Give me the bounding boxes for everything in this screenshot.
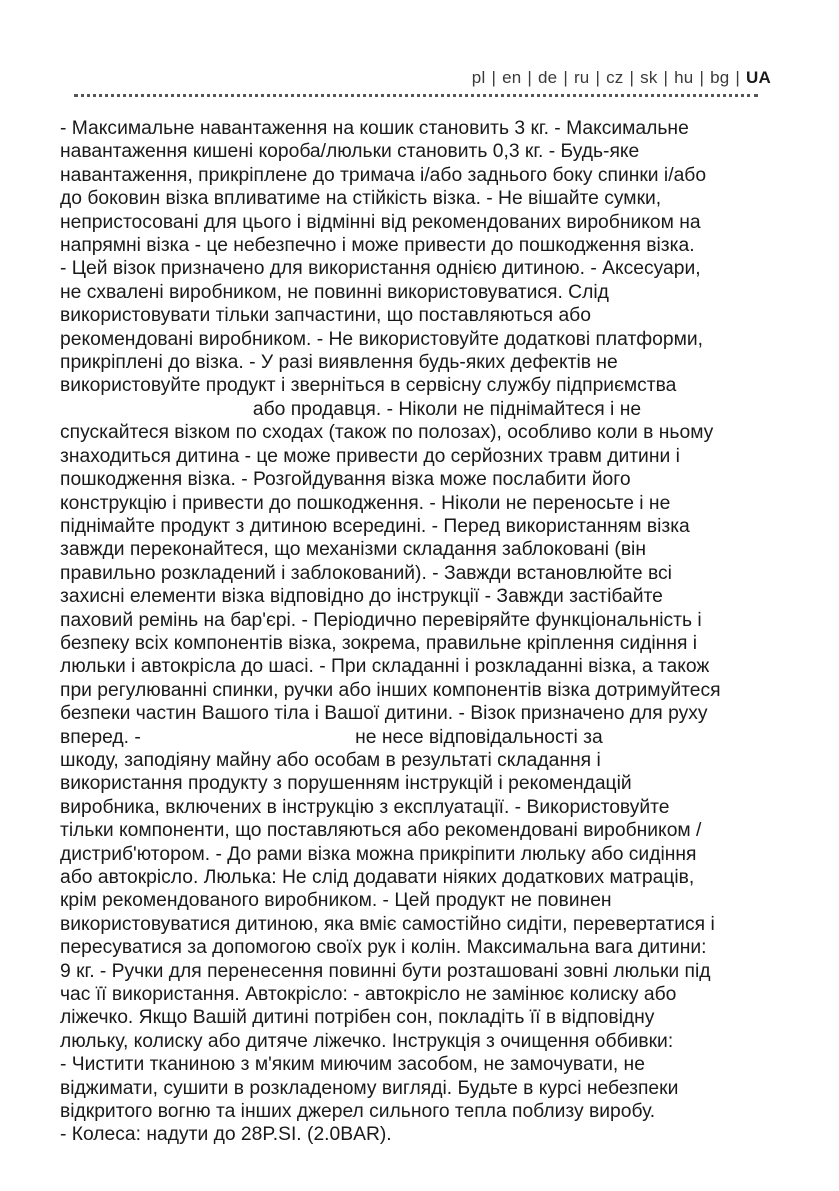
text-line: вперед. - не несе відповідальності за — [60, 726, 603, 748]
text-line: дистриб'ютором. - До рами візка можна прикріпити люльку або сидіння — [60, 843, 697, 865]
text-line: - Цей візок призначено для використання однією дитиною. - Аксесуари, — [60, 258, 701, 280]
language-separator: | — [595, 68, 601, 87]
text-line: використовуйте продукт і зверніться в сервісну службу підприємства — [60, 375, 677, 397]
language-bg[interactable]: bg — [710, 68, 730, 87]
language-ua[interactable]: UA — [746, 68, 771, 87]
language-en[interactable]: en — [502, 68, 522, 87]
text-line: або автокрісло. Люлька: Не слід додавати ніяких додаткових матраців, — [60, 867, 695, 888]
language-selector — [472, 68, 771, 88]
language-ru[interactable]: ru — [573, 68, 590, 87]
language-separator: | — [527, 68, 532, 87]
text-line: пересуватися за допомогою своїх рук і колін. Максимальна вага дитини: — [60, 937, 707, 959]
text-line: до боковин візка впливатиме на стійкість візка. - Не вішайте сумки, — [60, 188, 662, 210]
language-cz[interactable]: cz — [606, 68, 624, 87]
language-separator: | — [663, 68, 669, 87]
language-separator: | — [699, 68, 705, 87]
text-line: - Максимальне навантаження на кошик становить 3 кг. - Максимальне — [60, 118, 689, 139]
language-separator: | — [735, 68, 741, 87]
language-separator: | — [563, 68, 568, 87]
text-line: непристосовані для цього і відмінні від рекомендованих виробником на — [60, 211, 701, 233]
language-hu[interactable]: hu — [674, 68, 694, 87]
text-line: безпеки частин Вашого тіла і Вашої дитини. - Візок призначено для руху — [60, 703, 708, 725]
language-separator: | — [629, 68, 635, 87]
text-line: не схвалені виробником, не повинні використовуватися. Слід — [60, 281, 609, 303]
language-sk[interactable]: sk — [640, 68, 658, 87]
text-line: захисні елементи візка відповідно до інструкції - Завжди застібайте — [60, 586, 663, 608]
text-line: або продавця. - Ніколи не піднімайтеся і не — [60, 398, 642, 420]
text-line: прикріплені до візка. - У разі виявлення будь-яких дефектів не — [60, 352, 618, 374]
text-line: рекомендовані виробником. - Не використовуйте додаткові платформи, — [60, 328, 704, 350]
text-line: - Колеса: надути до 28P.SI. (2.0BAR). — [60, 1124, 392, 1146]
language-de[interactable]: de — [538, 68, 558, 87]
text-line: використовуватися дитиною, яка вміє самостійно сидіти, перевертатися і — [60, 913, 715, 935]
text-line: безпеку всіх компонентів візка, зокрема, правильне кріплення сидіння і — [60, 632, 698, 654]
text-line: піднімайте продукт з дитиною всередині. - Перед використанням візка — [60, 515, 690, 537]
text-line: конструкцію і привести до пошкодження. - Ніколи не переносьте і не — [60, 492, 671, 514]
text-line: напрямні візка - це небезпечно і може привести до пошкодження візка. — [60, 235, 695, 257]
text-line: тільки компоненти, що поставляються або рекомендовані виробником / — [60, 820, 702, 842]
text-line: паховий ремінь на бар'єрі. - Періодично перевіряйте функціональність і — [60, 609, 702, 631]
language-pl[interactable]: pl — [471, 68, 486, 87]
text-line: виробника, включених в інструкцію з експлуатації. - Використовуйте — [60, 796, 670, 818]
text-line: люльку, колиску або дитяче ліжечко. Інструкція з очищення оббивки: — [60, 1030, 674, 1052]
text-line: ліжечко. Якщо Вашій дитині потрібен сон, покладіть її в відповідну — [60, 1007, 655, 1029]
text-line: правильно розкладений і заблокований). - Завжди встановлюйте всі — [60, 562, 672, 584]
text-line: відкритого вогню та інших джерел сильного тепла поблизу виробу. — [60, 1101, 656, 1123]
text-line: - Чистити тканиною з м'яким миючим засобом, не замочувати, не — [60, 1054, 645, 1076]
text-line: завжди переконайтеся, що механізми складання заблоковані (він — [60, 539, 646, 561]
dotted-divider — [74, 94, 758, 97]
text-line: віджимати, сушити в розкладеному вигляді. Будьте в курсі небезпеки — [60, 1077, 679, 1099]
text-line: пошкодження візка. - Розгойдування візка може послабити його — [60, 469, 631, 491]
text-line: час її використання. Автокрісло: - автокрісло не замінює колиску або — [60, 984, 677, 1006]
text-line: використання продукту з порушенням інструкцій і рекомендацій — [60, 773, 632, 795]
text-line: навантаження, прикріплене до тримача і/або заднього боку спинки і/або — [60, 164, 707, 186]
text-line: використовувати тільки запчастини, що поставляються або — [60, 305, 591, 327]
text-line: при регулюванні спинки, ручки або інших компонентів візка дотримуйтеся — [60, 679, 721, 701]
instructions-text — [60, 117, 790, 1147]
text-line: спускайтеся візком по сходах (також по полозах), особливо коли в ньому — [60, 422, 714, 444]
text-line: шкоду, заподіяну майну або особам в результаті складання і — [60, 749, 601, 771]
text-line: 9 кг. - Ручки для перенесення повинні бути розташовані зовні люльки під — [60, 960, 711, 982]
text-line: навантаження кишені короба/люльки становить 0,3 кг. - Будь-яке — [60, 141, 640, 163]
text-line: люльки і автокрісла до шасі. - При складанні і розкладанні візка, а також — [60, 656, 710, 678]
text-line: знаходиться дитина - це може привести до серйозних травм дитини і — [60, 445, 680, 467]
text-line: крім рекомендованого виробником. - Цей продукт не повинен — [60, 890, 612, 912]
language-separator: | — [491, 68, 497, 87]
